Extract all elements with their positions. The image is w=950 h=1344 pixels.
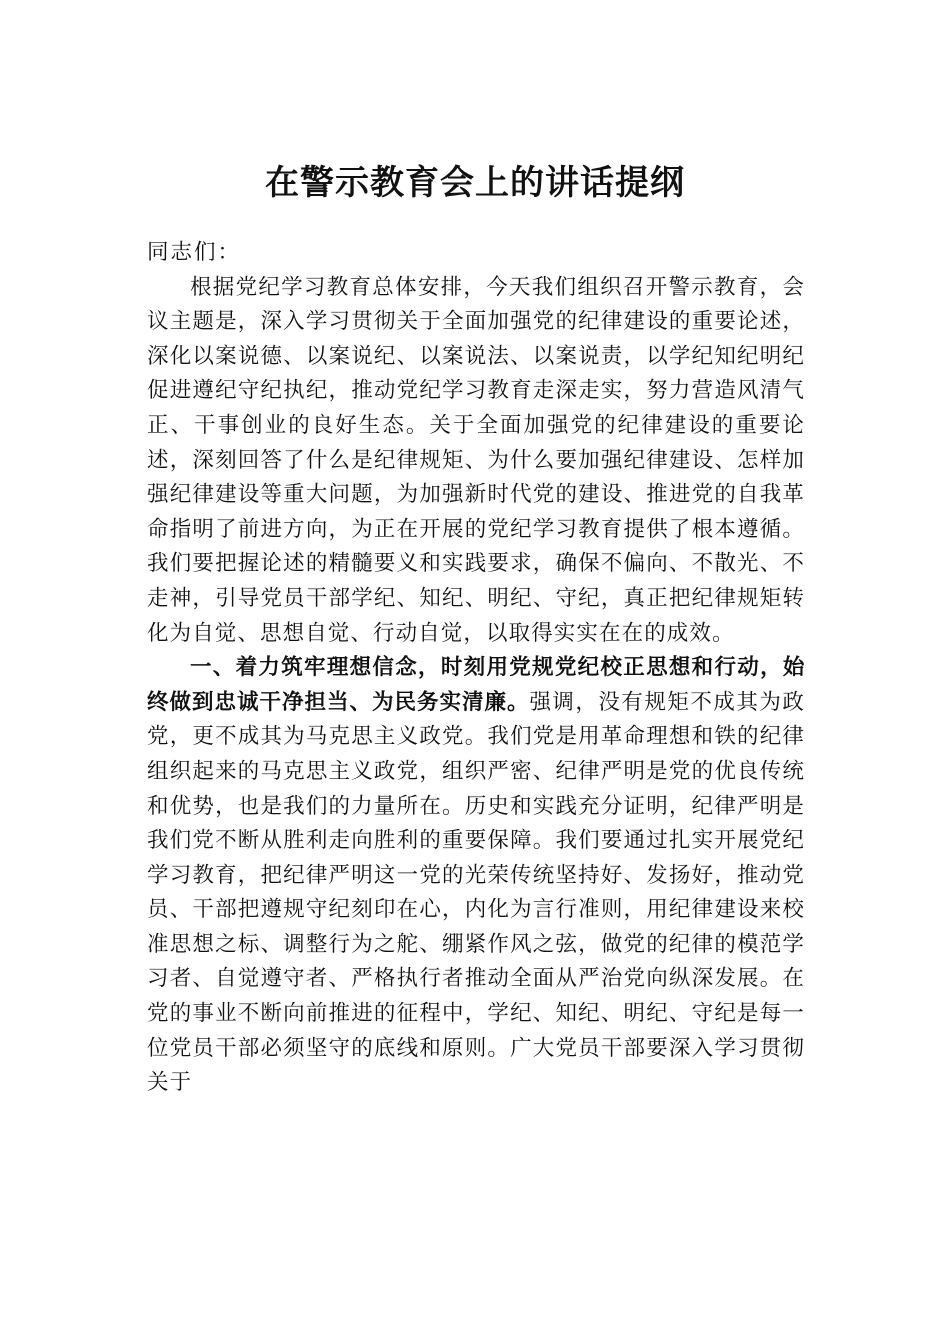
section-one-heading: 一、着力筑牢理想信念，时刻用党规党纪校正思想和行动，始终做到忠诚干净担当、为民务实清廉。 — [147, 655, 805, 715]
document-body — [147, 236, 805, 1101]
paragraph-section-one — [147, 651, 805, 1101]
paragraph-intro — [147, 271, 805, 652]
paragraph-intro-text: 根据党纪学习教育总体安排，今天我们组织召开警示教育，会议主题是，深入学习贯彻关于全面加强党的纪律建设的重要论述，深化以案说德、以案说纪、以案说法、以案说责，以学纪知纪明纪促进遵纪守纪执纪，推动党纪学习教育走深走实，努力营造风清气正、干事创业的良好生态。关于全面加强党的纪律建设的重要论述，深刻回答了什么是纪律规矩、为什么要加强纪律建设、怎样加强纪律建设等重大问题，为加强新时代党的建设、推进党的自我革命指明了前进方向，为正在开展的党纪学习教育提供了根本遵循。我们要把握论述的精髓要义和实践要求，确保不偏向、不散光、不走神，引导党员干部学纪、知纪、明纪、守纪，真正把纪律规矩转化为自觉、思想自觉、行动自觉，以取得实实在在的成效。 — [147, 274, 805, 646]
document-title: 在警示教育会上的讲话提纲 — [265, 163, 685, 203]
section-one-text: 强调，没有规矩不成其为政党，更不成其为马克思主义政党。我们党是用革命理想和铁的纪律组织起来的马克思主义政党，组织严密、纪律严明是党的优良传统和优势，也是我们的力量所在。历史和实践充分证明，纪律严明是我们党不断从胜利走向胜利的重要保障。我们要通过扎实开展党纪学习教育，把纪律严明这一党的光荣传统坚持好、发扬好，推动党员、干部把遵规守纪刻印在心，内化为言行准则，用纪律建设来校准思想之标、调整行为之舵、绷紧作风之弦，做党的纪律的模范学习者、自觉遵守者、严格执行者推动全面从严治党向纵深发展。在党的事业不断向前推进的征程中，学纪、知纪、明纪、守纪是每一位党员干部必须坚守的底线和原则。广大党员干部要深入学习贯彻关于 — [147, 689, 805, 1096]
greeting: 同志们： — [147, 240, 242, 265]
